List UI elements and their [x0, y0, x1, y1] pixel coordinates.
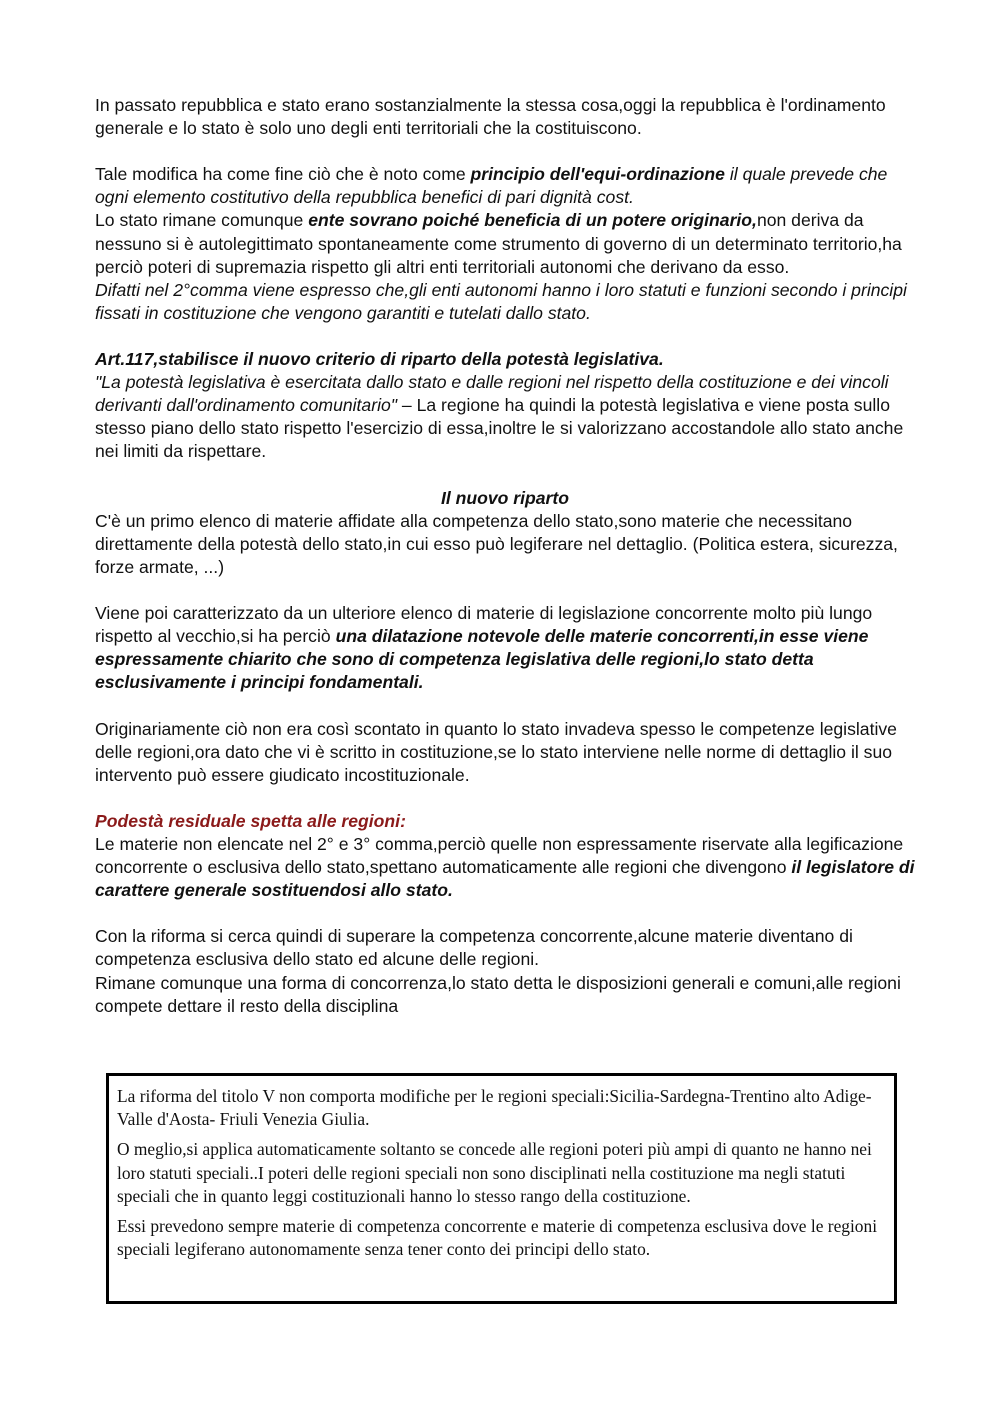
paragraph-spacer: [95, 140, 915, 163]
paragraph-materie-non-elencate: [95, 833, 915, 902]
text-run: – La regione ha quindi la potestà legislativa e viene posta sullo stesso piano dello stato rispetto l'esercizio di essa,inoltre le si valorizzano accostandole allo stato anche nei limiti da rispettare.: [95, 395, 904, 462]
text-run: non deriva da nessuno si è autolegittimato spontaneamente come strumento di governo di un determinato territorio,ha perciò poteri di supremazia rispetto gli altri enti territoriali autonomi che derivano da esso.: [95, 210, 902, 277]
box-paragraph: Essi prevedono sempre materie di competenza concorrente e materie di competenza esclusiva dove le regioni speciali legiferano autonomamente senza tener conto dei principi dello stato.: [117, 1216, 878, 1260]
text-run: Viene poi caratterizzato da un ulteriore elenco di materie di legislazione concorrente molto più lungo rispetto al vecchio,si ha perciò: [95, 603, 873, 647]
paragraph-spacer: [95, 325, 915, 348]
italic-text: il quale prevede che ogni elemento costitutivo della repubblica benefici di pari dignità cost.: [95, 164, 888, 208]
text-run: Le materie non elencate nel 2° e 3° comma,perciò quelle non espressamente riservate alla legificazione concorrente o esclusiva dello stato,spettano automaticamente alle regioni che divengono: [95, 834, 904, 878]
text-run: Lo stato rimane comunque: [95, 210, 309, 231]
paragraph-spacer: [95, 902, 915, 925]
text-run: Tale modifica ha come fine ciò che è noto come: [95, 164, 471, 185]
box-paragraph: O meglio,si applica automaticamente soltanto se concede alle regioni poteri più ampi di quanto ne hanno nei loro statuti speciali..I poteri delle regioni speciali non sono disciplinati nella costituzione ma negli statuti speciali che in quanto leggi costituzionali hanno lo stesso rango della costituzione.: [117, 1139, 872, 1206]
paragraph-concorrenza: Rimane comunque una forma di concorrenza,lo stato detta le disposizioni generali e comuni,alle regioni compete dettare il resto della disciplina: [95, 972, 901, 1016]
emphasis-text: principio dell'equi-ordinazione: [470, 164, 725, 185]
paragraph-ente-sovrano: [95, 209, 915, 278]
quote-text: "La potestà legislativa è esercitata dallo stato e dalle regioni nel rispetto della costituzione e dei vincoli derivanti dall'ordinamento comunitario": [95, 372, 889, 416]
paragraph-potesta-legislativa: [95, 371, 915, 463]
paragraph-primo-elenco: C'è un primo elenco di materie affidate alla competenza dello stato,sono materie che necessitano direttamente della potestà dello stato,in cui esso può legiferare nel dettaglio. (Politica estera, sicurezza, forze armate, ...): [95, 510, 898, 577]
boxed-note: [106, 1073, 897, 1304]
emphasis-text: ente sovrano poiché beneficia di un potere originario,: [308, 210, 757, 231]
paragraph-art117: Art.117,stabilisce il nuovo criterio di riparto della potestà legislativa.: [95, 349, 664, 370]
emphasis-text: il legislatore di carattere generale sostituendosi allo stato.: [95, 857, 915, 901]
paragraph-intro: In passato repubblica e stato erano sostanzialmente la stessa cosa,oggi la repubblica è l'ordinamento generale e lo stato è solo uno degli enti territoriali che la costituiscono.: [95, 95, 886, 139]
paragraph-concorrente: [95, 602, 915, 694]
subheading-residuale: Podestà residuale spetta alle regioni:: [95, 810, 406, 831]
emphasis-text: una dilatazione notevole delle materie concorrenti,in esse viene espressamente chiarito che sono di competenza legislativa delle regioni,lo stato detta esclusivamente i principi fondamentali.: [95, 626, 869, 693]
paragraph-riforma: Con la riforma si cerca quindi di superare la competenza concorrente,alcune materie diventano di competenza esclusiva dello stato ed alcune delle regioni.: [95, 926, 853, 970]
paragraph-spacer: [95, 787, 915, 810]
document-body: [95, 94, 915, 1018]
paragraph-originariamente: Originariamente ciò non era così scontato in quanto lo stato invadeva spesso le competenze legislative delle regioni,ora dato che vi è scritto in costituzione,se lo stato interviene nelle norme di dettaglio il suo intervento può essere giudicato incostituzionale.: [95, 718, 897, 785]
paragraph-secondo-comma: Difatti nel 2°comma viene espresso che,gli enti autonomi hanno i loro statuti e funzioni secondo i principi fissati in costituzione che vengono garantiti e tutelati dallo stato.: [95, 279, 907, 323]
paragraph-spacer: [95, 464, 915, 487]
box-paragraph: La riforma del titolo V non comporta modifiche per le regioni speciali:Sicilia-Sardegna-Trentino alto Adige- Valle d'Aosta- Friuli Venezia Giulia.: [117, 1086, 872, 1130]
section-heading: Il nuovo riparto: [440, 487, 570, 508]
paragraph-spacer: [95, 579, 915, 602]
paragraph-spacer: [95, 694, 915, 717]
paragraph-equi-ordinazione: [95, 163, 915, 209]
